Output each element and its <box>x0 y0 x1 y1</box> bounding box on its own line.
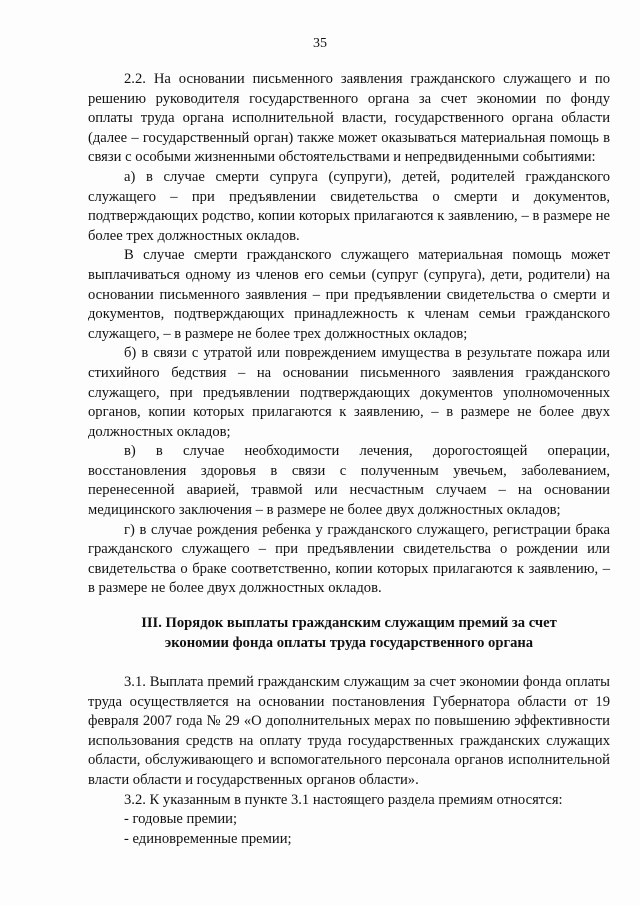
paragraph-death-of-employee: В случае смерти гражданского служащего материальная помощь может выплачиваться одному из членов его семьи (супруг (супруга), дети, родители) на основании письменного заявления – при предъявлении свидетельства о смерти и документов, подтверждающих принадлежность к членам семьи гражданского служащего, – в размере не более трех должностных окладов; <box>88 247 610 342</box>
section-3-heading-line2: экономии фонда оплаты труда государственного органа <box>164 635 534 652</box>
paragraph-2-2-v: в) в случае необходимости лечения, дорогостоящей операции, восстановления здоровья в связи с полученным увечьем, заболеванием, перенесенной аварией, травмой или несчастным случаем – на основании медицинского заключения – в размере не более двух должностных окладов; <box>88 443 610 519</box>
section-3-heading-line1: III. Порядок выплаты гражданским служащим премий за счет <box>141 615 557 632</box>
page-number: 35 <box>313 36 327 51</box>
paragraph-2-2-a: а) в случае смерти супруга (супруги), детей, родителей гражданского служащего – при предъявлении свидетельства о смерти и документов, подтверждающих родство, копии которых прилагаются к заявлению, – в размере не более трех должностных окладов. <box>88 168 610 244</box>
document-body <box>88 70 610 849</box>
paragraph-2-2-b: б) в связи с утратой или повреждением имущества в результате пожара или стихийного бедствия – на основании письменного заявления гражданского служащего, при предъявлении подтверждающих документов уполномоченных органов, копии которых прилагаются к заявлению, – в размере не более двух должностных окладов; <box>88 345 610 440</box>
paragraph-3-1: 3.1. Выплата премий гражданским служащим за счет экономии фонда оплаты труда осуществляется на основании постановления Губернатора области от 19 февраля 2007 года № 29 «О дополнительных мерах по повышению эффективности использования средств на оплату труда государственных гражданских служащих области, обслуживающего и вспомогательного персонала органов исполнительной власти области и государственных органов области». <box>88 674 610 788</box>
list-item-annual-bonuses: - годовые премии; <box>124 811 238 828</box>
paragraph-2-2: 2.2. На основании письменного заявления гражданского служащего и по решению руководителя государственного органа за счет экономии по фонду оплаты труда органа исполнительной власти, государственного органа области (далее – государственный орган) также может оказываться материальная помощь в связи с особыми жизненными обстоятельствами и непредвиденными событиями: <box>88 71 610 166</box>
spacer <box>88 653 610 673</box>
paragraph-2-2-g: г) в случае рождения ребенка у гражданского служащего, регистрации брака гражданского служащего – при предъявлении свидетельства о рождении или свидетельства о браке соответственно, копии которых прилагаются к заявлению, – в размере не более двух должностных окладов. <box>88 521 610 597</box>
list-item-one-time-bonuses: - единовременные премии; <box>124 830 292 847</box>
spacer <box>88 599 610 613</box>
paragraph-3-2: 3.2. К указанным в пункте 3.1 настоящего раздела премиям относятся: <box>124 791 563 808</box>
section-3-heading <box>88 613 610 653</box>
